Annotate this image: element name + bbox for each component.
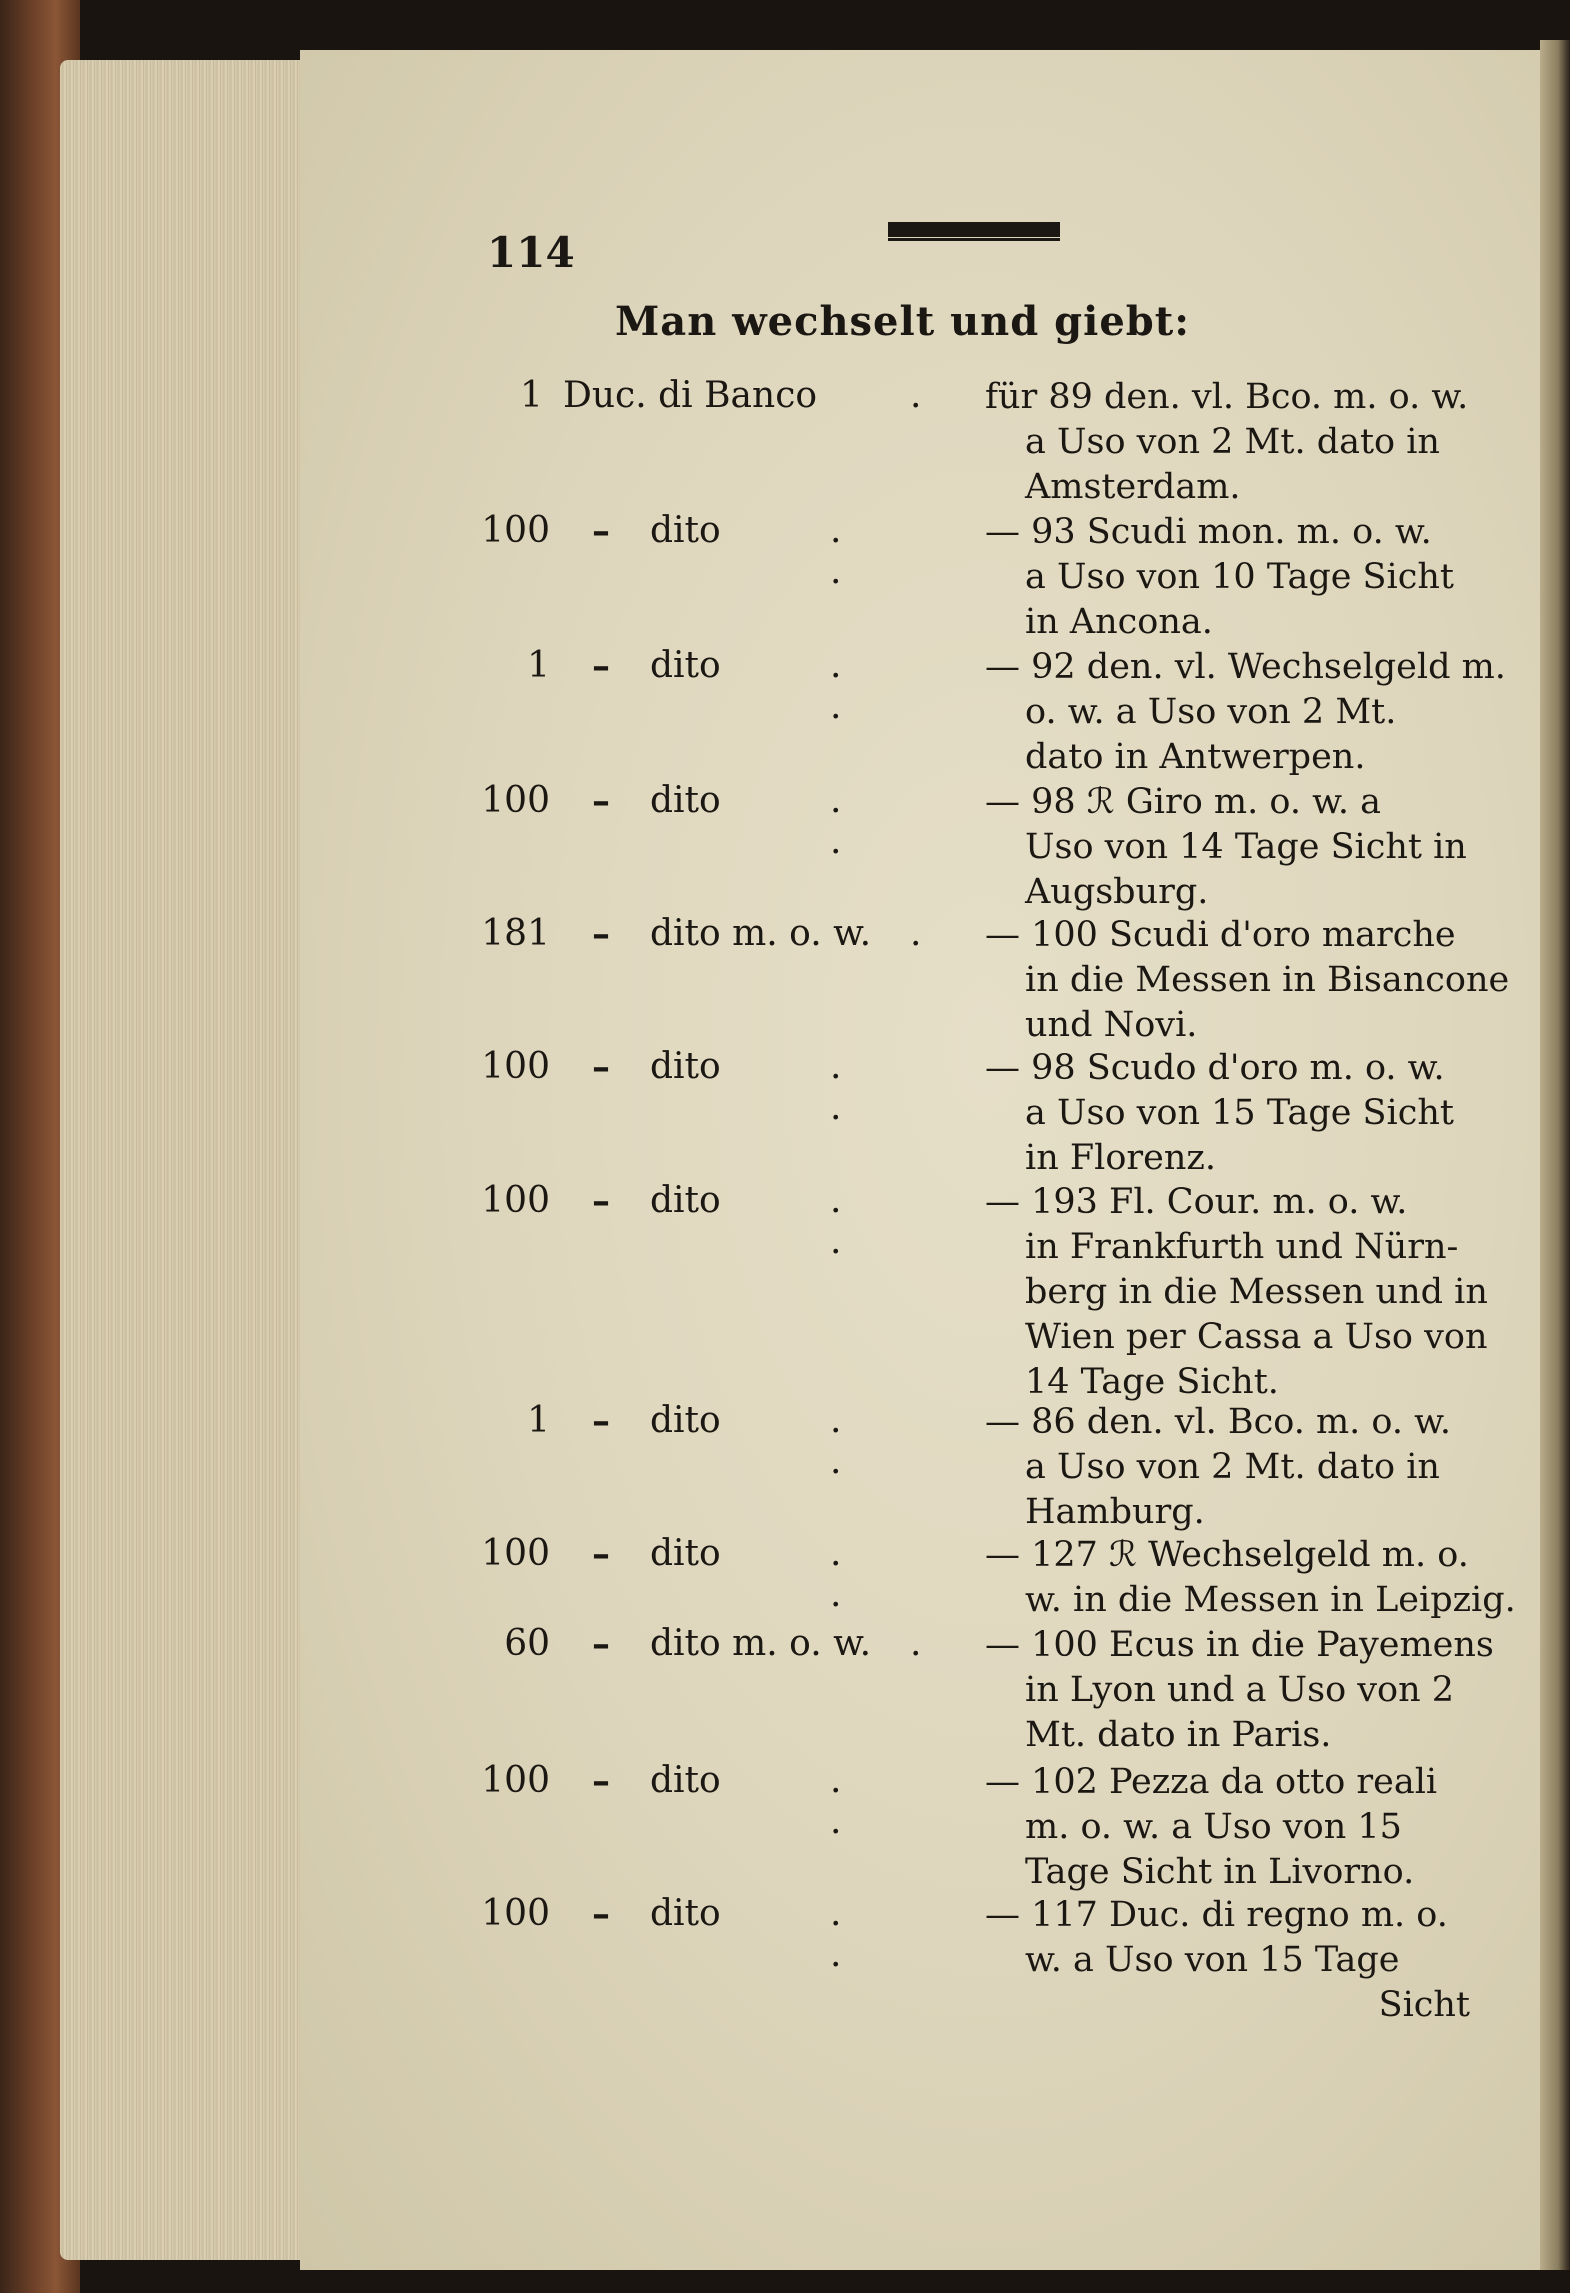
section-heading: Man wechselt und giebt: (615, 298, 1190, 345)
entry-quantity: 181 (481, 913, 550, 954)
entry-description (985, 1533, 1516, 1623)
entry-description-line: in Lyon und a Uso von 2 (1025, 1670, 1455, 1710)
entry-description-line: — 100 Scudi d'oro marche (985, 915, 1456, 955)
entry-label: Duc. di Banco (563, 375, 818, 416)
entry-description (985, 1760, 1470, 1895)
entry-description-line: — 92 den. vl. Wechselgeld m. (985, 647, 1506, 687)
entry-quantity: 100 (481, 1180, 550, 1221)
entry-description-line: dato in Antwerpen. (1025, 737, 1366, 777)
entry-label: dito (650, 780, 721, 821)
entry-label: dito (650, 1046, 721, 1087)
entry-description-line: — 102 Pezza da otto reali (985, 1762, 1438, 1802)
entry-description-line: in die Messen in Bisancone (1025, 960, 1510, 1000)
entry-quantity: 100 (481, 1533, 550, 1574)
entry-description (985, 1623, 1494, 1758)
entry-label: dito (650, 1400, 721, 1441)
entry-dash: – (592, 1046, 610, 1088)
entry-label: dito (650, 510, 721, 551)
entry-description-line: w. a Uso von 15 Tage (1025, 1940, 1400, 1980)
entry-leader-dots: . (910, 1623, 952, 1664)
page-stack (60, 60, 310, 2260)
entry-description-line: 14 Tage Sicht. (1025, 1362, 1279, 1402)
entry-quantity: 100 (481, 1760, 550, 1801)
entry-quantity: 100 (481, 1046, 550, 1087)
entry-description (985, 913, 1510, 1048)
entry-quantity: 1 (520, 375, 543, 416)
entry-description-line: Wien per Cassa a Uso von (1025, 1317, 1488, 1357)
header-rule (888, 222, 1060, 237)
entry-description (985, 510, 1470, 645)
entry-leader-dots: . . (830, 1533, 872, 1615)
entry-dash: – (592, 780, 610, 822)
page-gutter (1540, 40, 1570, 2270)
entry-description-line: — 93 Scudi mon. m. o. w. (985, 512, 1432, 552)
entry-description-line: Amsterdam. (1025, 467, 1241, 507)
entry-description-line: Augsburg. (1025, 872, 1209, 912)
entry-leader-dots: . . (830, 780, 872, 862)
entry-description-line: und Novi. (1025, 1005, 1198, 1045)
entry-description-line: a Uso von 10 Tage Sicht (1025, 557, 1454, 597)
entry-leader-dots: . . (830, 645, 872, 727)
entry-description-line: o. w. a Uso von 2 Mt. (1025, 692, 1397, 732)
entry-description-line: a Uso von 2 Mt. dato in (1025, 422, 1440, 462)
entry-dash: – (592, 510, 610, 552)
entry-leader-dots: . . (830, 1046, 872, 1128)
entry-description-line: in Florenz. (1025, 1138, 1216, 1178)
entry-quantity: 100 (481, 780, 550, 821)
entry-dash: – (592, 1623, 610, 1665)
entry-description (985, 780, 1470, 915)
entry-leader-dots: . . (830, 510, 872, 592)
entry-description-line: Hamburg. (1025, 1492, 1205, 1532)
entry-description-line: a Uso von 2 Mt. dato in (1025, 1447, 1440, 1487)
entry-description (985, 1046, 1470, 1181)
entry-label: dito (650, 1893, 721, 1934)
entry-description-line: Uso von 14 Tage Sicht in (1025, 827, 1467, 867)
entry-description-line: — 86 den. vl. Bco. m. o. w. (985, 1402, 1452, 1442)
entry-description (985, 1400, 1470, 1535)
entry-label: dito (650, 1180, 721, 1221)
entry-quantity: 60 (504, 1623, 550, 1664)
entry-dash: – (592, 645, 610, 687)
entry-dash: – (592, 1760, 610, 1802)
entry-dash: – (592, 1400, 610, 1442)
entry-description-line: — 98 Scudo d'oro m. o. w. (985, 1048, 1445, 1088)
entry-quantity: 1 (527, 1400, 550, 1441)
entry-quantity: 100 (481, 510, 550, 551)
entry-description (985, 1893, 1470, 2028)
entry-leader-dots: . (910, 375, 952, 416)
entry-description-line: — 193 Fl. Cour. m. o. w. (985, 1182, 1408, 1222)
entry-leader-dots: . . (830, 1180, 872, 1262)
entry-dash: – (592, 1533, 610, 1575)
entry-description-line: in Ancona. (1025, 602, 1213, 642)
entry-description-line: Mt. dato in Paris. (1025, 1715, 1332, 1755)
page-number: 114 (487, 228, 575, 277)
entry-description-line: berg in die Messen und in (1025, 1272, 1488, 1312)
entry-dash: – (592, 1180, 610, 1222)
entry-description-line: für 89 den. vl. Bco. m. o. w. (985, 377, 1469, 417)
entry-description-line: — 98 ℛ Giro m. o. w. a (985, 782, 1381, 822)
entry-description-line: — 117 Duc. di regno m. o. (985, 1895, 1448, 1935)
entry-description-line: — 127 ℛ Wechselgeld m. o. (985, 1535, 1469, 1575)
entry-dash: – (592, 1893, 610, 1935)
entry-description-line: m. o. w. a Uso von 15 (1025, 1807, 1402, 1847)
entry-description-line: — 100 Ecus in die Payemens (985, 1625, 1494, 1665)
entry-leader-dots: . . (830, 1760, 872, 1842)
entry-label: dito m. o. w. (650, 913, 872, 954)
entry-leader-dots: . . (830, 1400, 872, 1482)
entry-description-line: a Uso von 15 Tage Sicht (1025, 1093, 1454, 1133)
entry-label: dito (650, 1533, 721, 1574)
entry-label: dito (650, 1760, 721, 1801)
entry-quantity: 100 (481, 1893, 550, 1934)
entry-description (985, 645, 1506, 780)
entry-description (985, 1180, 1488, 1405)
entry-leader-dots: . . (830, 1893, 872, 1975)
entry-label: dito m. o. w. (650, 1623, 872, 1664)
entry-description-line: w. in die Messen in Leipzig. (1025, 1580, 1516, 1620)
entry-quantity: 1 (527, 645, 550, 686)
header-rule-thin (888, 238, 1060, 241)
entry-leader-dots: . (910, 913, 952, 954)
entry-label: dito (650, 645, 721, 686)
entry-description (985, 375, 1470, 510)
entry-description-line: Tage Sicht in Livorno. (1025, 1852, 1415, 1892)
entry-description-line: Sicht (1378, 1985, 1470, 2025)
entry-description-line: in Frankfurth und Nürn- (1025, 1227, 1459, 1267)
entry-dash: – (592, 913, 610, 955)
